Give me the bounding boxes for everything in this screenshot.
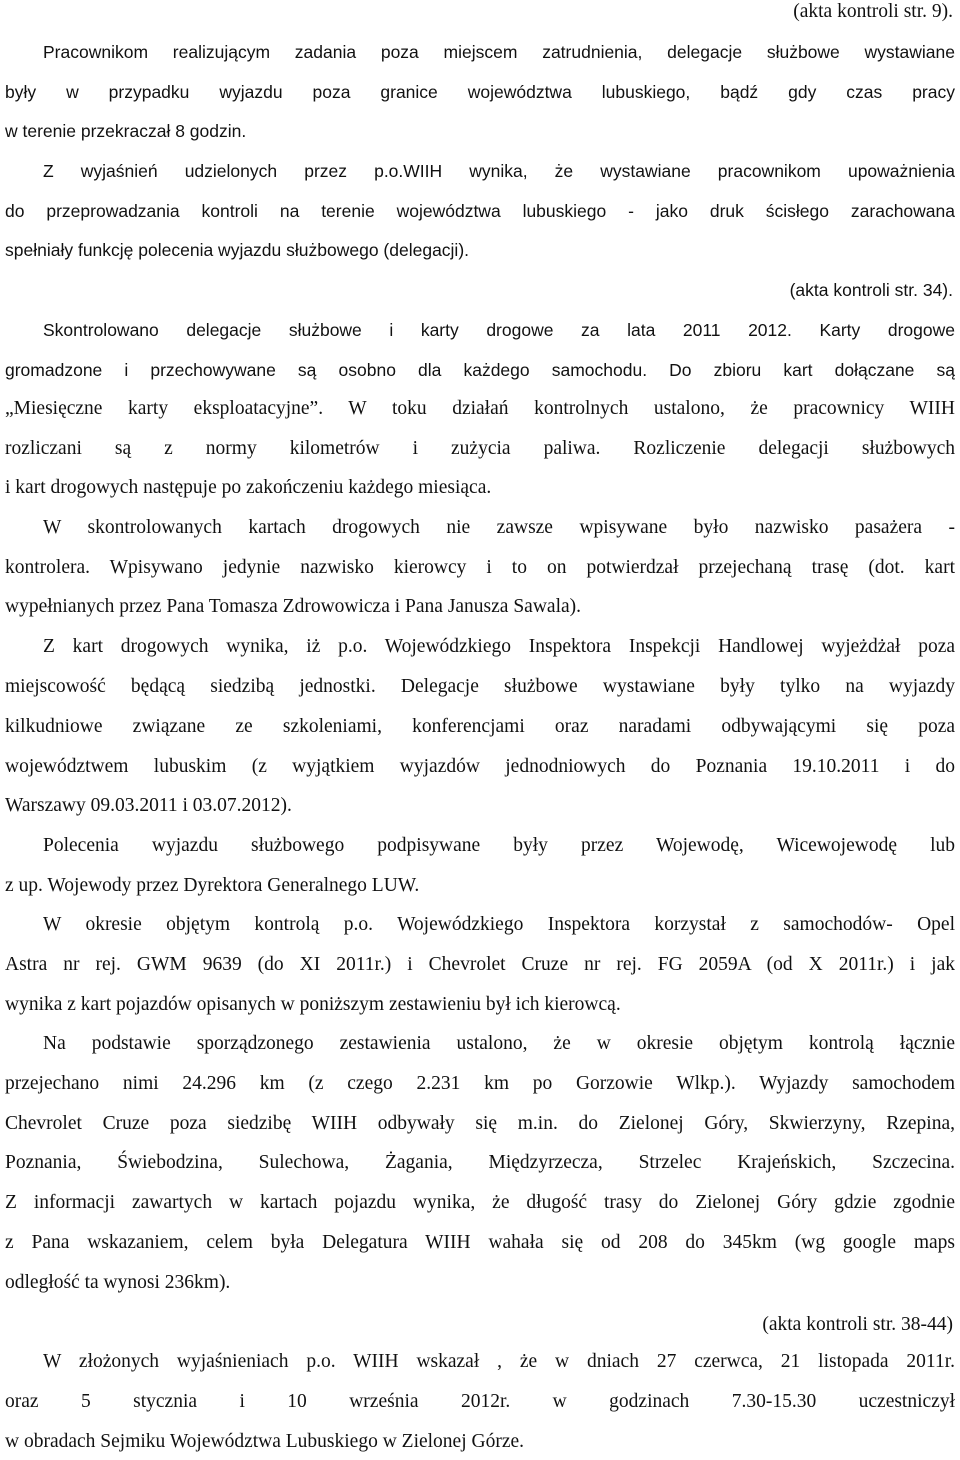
paragraph-line: Pracownikom realizującym zadania poza miejscem zatrudnienia, delegacje służbowe wystawiane [43, 42, 955, 62]
paragraph-line: w obradach Sejmiku Województwa Lubuskiego w Zielonej Górze. [5, 1431, 525, 1452]
paragraph-line: kontrolera. Wpisywano jedynie nazwisko kierowcy i to on potwierdzał przejechaną trasę (dot. kart [5, 557, 955, 578]
paragraph-line: Na podstawie sporządzonego zestawienia ustalono, że w okresie objętym kontrolą łącznie [43, 1033, 955, 1054]
paragraph-line: oraz 5 stycznia i 10 września 2012r. w godzinach 7.30-15.30 uczestniczył [5, 1391, 955, 1412]
paragraph-line: wynika z kart pojazdów opisanych w poniższym zestawieniu był ich kierowcą. [5, 994, 621, 1015]
paragraph-line: W okresie objętym kontrolą p.o. Wojewódzkiego Inspektora korzystał z samochodów- Opel [43, 914, 955, 935]
paragraph-line: W skontrolowanych kartach drogowych nie zawsze wpisywane było nazwisko pasażera - [43, 517, 955, 538]
paragraph-line: „Miesięczne karty eksploatacyjne”. W toku działań kontrolnych ustalono, że pracownicy WIIH [5, 398, 955, 419]
paragraph-line: gromadzone i przechowywane są osobno dla każdego samochodu. Do zbioru kart dołączane są [5, 360, 955, 380]
paragraph-line: Warszawy 09.03.2011 i 03.07.2012). [5, 795, 292, 816]
paragraph-line: W złożonych wyjaśnieniach p.o. WIIH wskazał , że w dniach 27 czerwca, 21 listopada 2011r. [43, 1351, 955, 1372]
paragraph-line: województwem lubuskim (z wyjątkiem wyjazdów jednodniowych do Poznania 19.10.2011 i do [5, 756, 955, 777]
paragraph-line: odległość ta wynosi 236km). [5, 1272, 231, 1293]
paragraph-line: do przeprowadzania kontroli na terenie województwa lubuskiego - jako druk ścisłego zarachowana [5, 201, 955, 221]
paragraph-line: kilkudniowe związane ze szkoleniami, konferencjami oraz naradami odbywającymi się poza [5, 716, 955, 737]
paragraph-line: Poznania, Świebodzina, Sulechowa, Żagania, Międzyrzecza, Strzelec Krajeńskich, Szczecina. [5, 1152, 955, 1173]
reference-note: (akta kontroli str. 34). [789, 280, 953, 300]
paragraph-line: Chevrolet Cruze poza siedzibę WIIH odbywały się m.in. do Zielonej Góry, Skwierzyny, Rzepina, [5, 1113, 955, 1134]
paragraph-line: przejechano nimi 24.296 km (z czego 2.231 km po Gorzowie Wlkp.). Wyjazdy samochodem [5, 1073, 955, 1094]
paragraph-line: miejscowość będącą siedzibą jednostki. Delegacje służbowe wystawiane były tylko na wyjazdy [5, 676, 955, 697]
paragraph-line: z up. Wojewody przez Dyrektora Generalnego LUW. [5, 875, 420, 896]
paragraph-line: rozliczani są z normy kilometrów i zużycia paliwa. Rozliczenie delegacji służbowych [5, 438, 955, 459]
paragraph-line: Z wyjaśnień udzielonych przez p.o.WIIH wynika, że wystawiane pracownikom upoważnienia [43, 161, 955, 181]
paragraph-line: Skontrolowano delegacje służbowe i karty drogowe za lata 2011 2012. Karty drogowe [43, 320, 955, 340]
paragraph-line: Astra nr rej. GWM 9639 (do XI 2011r.) i Chevrolet Cruze nr rej. FG 2059A (od X 2011r.) i jak [5, 954, 955, 975]
paragraph-line: Z kart drogowych wynika, iż p.o. Wojewódzkiego Inspektora Inspekcji Handlowej wyjeżdżał poza [43, 636, 955, 657]
paragraph-line: Polecenia wyjazdu służbowego podpisywane były przez Wojewodę, Wicewojewodę lub [43, 835, 955, 856]
paragraph-line: były w przypadku wyjazdu poza granice województwa lubuskiego, bądź gdy czas pracy [5, 82, 955, 102]
paragraph-line: z Pana wskazaniem, celem była Delegatura WIIH wahała się od 208 do 345km (wg google maps [5, 1232, 955, 1253]
paragraph-line: spełniały funkcję polecenia wyjazdu służbowego (delegacji). [5, 240, 470, 260]
paragraph-line: i kart drogowych następuje po zakończeniu każdego miesiąca. [5, 477, 492, 498]
paragraph-line: Z informacji zawartych w kartach pojazdu wynika, że długość trasy do Zielonej Góry gdzie zgodnie [5, 1192, 955, 1213]
reference-note: (akta kontroli str. 9). [793, 1, 953, 22]
reference-note: (akta kontroli str. 38-44) [762, 1314, 953, 1335]
paragraph-line: wypełnianych przez Pana Tomasza Zdrowowicza i Pana Janusza Sawala). [5, 596, 582, 617]
paragraph-line: w terenie przekraczał 8 godzin. [5, 121, 247, 141]
